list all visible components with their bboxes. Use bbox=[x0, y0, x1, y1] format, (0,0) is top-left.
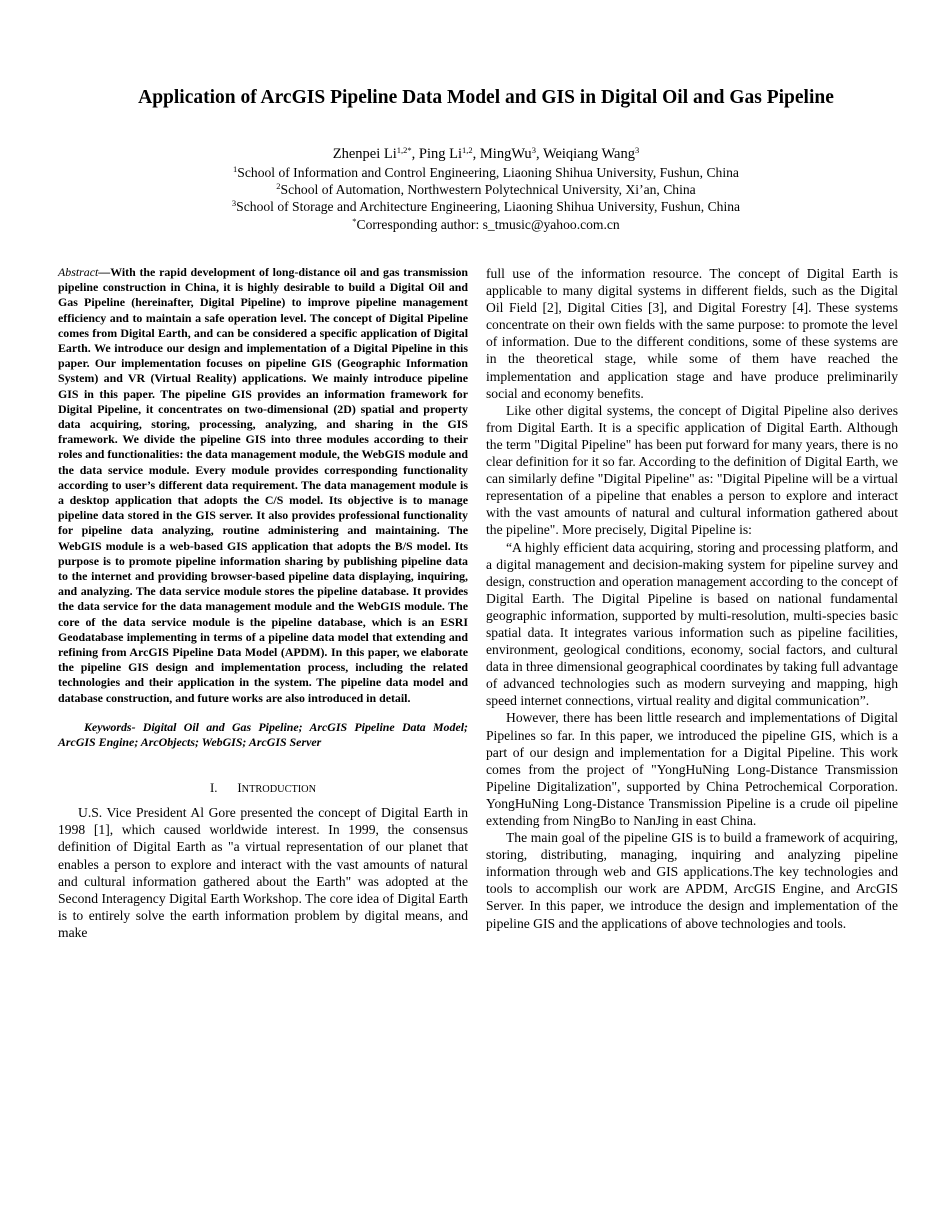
author-name: MingWu bbox=[479, 146, 532, 162]
abstract-text: With the rapid development of long-distance oil and gas transmission pipeline construction in China, it is highly desirable to build a Digital Oil and Gas Pipeline (hereinafter, Digital Pipeline) to improve pipeline management efficiency and to maintain a safe operation level. The concept of Digital Pipeline comes from Digital Earth, and can be considered a specific application of Digital Earth. We introduce our design and implementation of a Digital Pipeline in this paper. Our implementation focuses on pipeline GIS (Geographic Information System) and VR (Virtual Reality) applications. We mainly introduce pipeline GIS in this paper. The pipeline GIS provides an information framework for Digital Pipeline, it concentrates on two-dimensional (2D) spatial and property data acquiring, storing, processing, analyzing, and sharing in the GIS framework. We divide the pipeline GIS into three modules according to their roles and functionalities: the data management module, the WebGIS module and the data service module. Every module provides corresponding functionality according to user’s different data requirement. The data management module is a desktop application that adopts the C/S model. Its objective is to manage pipeline data stored in the GIS server. It also provides professional functionality for pipeline data analyzing, routine administering and maintaining. The WebGIS module is a web-based GIS application that adopts the B/S model. Its purpose is to promote pipeline information sharing by publishing pipeline data to the internet and providing browser-based pipeline data displaying, inquiring, and analyzing. The data service module stores the pipeline database. It provides the data service for the data management module and the WebGIS module. The core of the data service module is the pipeline database, which is an ESRI Geodatabase implementing in terms of a pipeline data model that extending and refining from ArcGIS Pipeline Data Model (APDM). In this paper, we elaborate the pipeline GIS design and implementation process, including the related technologies and their application in the system. The pipeline data model and database construction, and future works are also introduced in detail. bbox=[58, 265, 468, 705]
author-sup: 1,2* bbox=[396, 145, 412, 155]
affiliation-sup: * bbox=[352, 215, 357, 226]
author-name: Ping Li bbox=[418, 146, 463, 162]
author-sup: 1,2 bbox=[462, 145, 473, 155]
author-4 bbox=[543, 146, 639, 162]
right-column bbox=[486, 265, 898, 932]
section-title-rest: NTRODUCTION bbox=[241, 784, 317, 796]
abstract bbox=[58, 265, 468, 706]
paragraph: The main goal of the pipeline GIS is to build a framework of acquiring, storing, distributing, managing, inquiring and analyzing pipeline information through web and GIS applications.The key technologies and tools to accomplish our work are APDM, ArcGIS Engine, and ArcGIS Server. In this paper, we introduce the design and implementation of the pipeline GIS and the applications of above technologies and tools. bbox=[486, 830, 898, 931]
author-sup: 3 bbox=[531, 145, 536, 155]
author-2 bbox=[419, 146, 480, 162]
abstract-dash: — bbox=[98, 265, 111, 279]
paragraph: However, there has been little research and implementations of Digital Pipelines so far. In this paper, we introduced the pipeline GIS, which is a part of our design and implementation for a Digital Pipeline. This work comes from the project of "YongHuNing Long-Distance Transmission Pipeline Digitalization", supported by China Petrochemical Corporation. YongHuNing Long-Distance Transmission Pipeline is a crude oil pipeline extending from NingBo to NanJing in east China. bbox=[486, 710, 898, 828]
author-sep: , bbox=[535, 146, 543, 162]
section-title-initial: I bbox=[237, 781, 242, 796]
affiliation-text: School of Automation, Northwestern Polytechnical University, Xi’an, China bbox=[280, 182, 696, 198]
affiliation-sup: 1 bbox=[233, 164, 238, 174]
paragraph: Like other digital systems, the concept of Digital Pipeline also derives from Digital Earth. It is a specific application of Digital Earth. Although the term "Digital Pipeline" has been put forward for many years, there is no clear definition for it so far. According to the definition of Digital Earth, we can similarly define "Digital Pipeline" as: "Digital Pipeline will be a virtual representation of a pipeline that enables a person to explore and interact with the vast amounts of natural and cultural information gathered about the pipeline". More precisely, Digital Pipeline is: bbox=[486, 402, 898, 538]
affiliation-3 bbox=[40, 198, 932, 215]
author-1 bbox=[333, 146, 419, 162]
affiliation-list bbox=[40, 164, 932, 233]
author-sep: , bbox=[472, 146, 480, 162]
affiliation-sup: 2 bbox=[276, 181, 281, 192]
paper-title: Application of ArcGIS Pipeline Data Model and GIS in Digital Oil and Gas Pipeline bbox=[138, 87, 834, 108]
author-list bbox=[40, 145, 932, 163]
affiliation-2 bbox=[40, 181, 932, 198]
author-sep: , bbox=[411, 146, 419, 162]
section-number: I. bbox=[209, 781, 218, 796]
section-heading-introduction bbox=[58, 780, 468, 798]
paragraph-continuation: full use of the information resource. The concept of Digital Earth is applicable to many digital systems in different fields, such as the Digital Oil Field [2], Digital Cities [3], and Digital Forestry [4]. These systems concentrate on their own fields with the same purpose: to promote the level of information. Due to the different conditions, some of these systems are in the theoretical stage, while some of them have reached the implementation and application stage and have produce preliminarily social and economy benefits. bbox=[486, 266, 898, 401]
affiliation-1 bbox=[40, 164, 932, 181]
affiliation-text: School of Information and Control Engineering, Liaoning Shihua University, Fushun, China bbox=[237, 165, 739, 180]
affiliation-text: Corresponding author: s_tmusic@yahoo.com.cn bbox=[356, 216, 620, 232]
affiliation-text: School of Storage and Architecture Engineering, Liaoning Shihua University, Fushun, China bbox=[236, 199, 741, 215]
paragraph: U.S. Vice President Al Gore presented the concept of Digital Earth in 1998 [1], which caused worldwide interest. In 1999, the consensus definition of Digital Earth as "a virtual representation of our planet that enables a person to explore and interact with the vast amounts of natural and cultural information gathered about the Earth" was adopted at the Second Interagency Digital Earth Workshop. The core idea of Digital Earth is to entirely solve the earth information problem by digital means, and make bbox=[58, 805, 468, 940]
author-sup: 3 bbox=[634, 145, 640, 155]
author-3 bbox=[480, 146, 543, 162]
left-column bbox=[58, 265, 468, 941]
keywords: Keywords- Digital Oil and Gas Pipeline; ArcGIS Pipeline Data Model; ArcGIS Engine; ArcObjects; WebGIS; ArcGIS Server bbox=[58, 719, 468, 750]
affiliation-sup: 3 bbox=[231, 198, 237, 209]
author-name: Weiqiang Wang bbox=[542, 146, 635, 162]
author-name: Zhenpei Li bbox=[332, 146, 397, 162]
paragraph: “A highly efficient data acquiring, storing and processing platform, and a digital management and decision-making system for pipeline survey and design, construction and operation management according to the concept of Digital Earth. The Digital Pipeline is based on national fundamental geographic information, supported by multi-resolution, multi-species basic spatial data. It integrates various information such as pipeline facilities, environment, geological conditions, economy, social factors, and cultural data in three dimensional geographical coordinates by taking full advantage of advanced technologies such as modern surveying and mapping, high speed internet connections, virtual reality and digital communication”. bbox=[486, 539, 898, 709]
abstract-lead: Abstract bbox=[58, 265, 99, 279]
corresponding-author bbox=[40, 216, 932, 233]
